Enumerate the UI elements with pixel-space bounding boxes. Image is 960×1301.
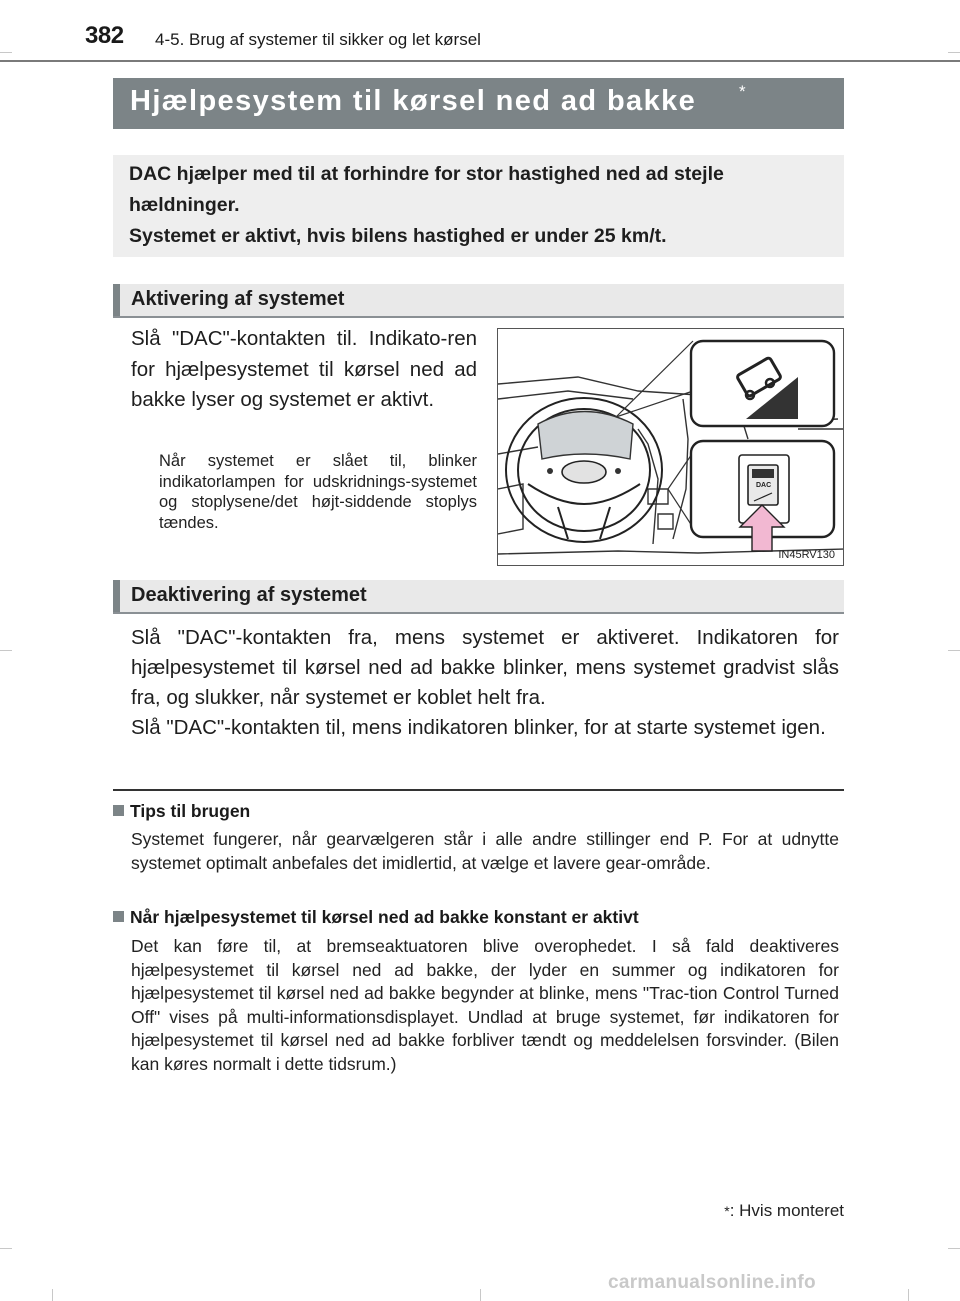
section-heading-activate-text: Aktivering af systemet (131, 288, 345, 310)
deactivate-paragraph-2: Slå "DAC"-kontakten til, mens indikatoren blinker, for at starte systemet igen. (131, 716, 826, 739)
watermark: carmanualsonline.info (608, 1272, 816, 1293)
chapter-title: 4-5. Brug af systemer til sikker og let kørsel (155, 30, 481, 49)
deactivate-paragraph-1: Slå "DAC"-kontakten fra, mens systemet er aktiveret. Indikatoren for hjælpesystemet til kørsel ned ad bakke blinker, mens systemet gradvist slås fra, og slukker, når systemet er koblet helt fra. (131, 626, 839, 709)
page-number: 382 (85, 22, 124, 49)
figure-code: IN45RV130 (778, 549, 835, 561)
dac-switch-label: DAC (756, 482, 772, 489)
crop-mark (948, 52, 960, 53)
section-divider (113, 789, 844, 791)
section-heading-deactivate (113, 580, 844, 614)
footnote-text: : Hvis monteret (729, 1201, 844, 1220)
page-title: Hjælpesystem til kørsel ned ad bakke (130, 85, 697, 117)
deactivate-text-block (131, 623, 839, 743)
section-heading-activate (113, 284, 844, 318)
header-rule (0, 60, 960, 62)
crop-mark (52, 1289, 53, 1301)
crop-mark (480, 1289, 481, 1301)
tip-heading-1 (113, 801, 250, 822)
tip-body-1 (131, 828, 839, 875)
intro-line-2: Systemet er aktivt, hvis bilens hastighed er under 25 km/t. (129, 225, 667, 247)
tip-body-1-text: Systemet fungerer, når gearvælgeren står i alle andre stillinger end P. For at udnytte systemet optimalt anbefales det imidlertid, at vælge et lavere gear-område. (131, 829, 839, 873)
crop-mark (0, 52, 12, 53)
page-title-bar (113, 78, 844, 129)
crop-mark (0, 650, 12, 651)
square-bullet-icon (113, 805, 124, 816)
activate-text: Slå "DAC"-kontakten til. Indikato-ren for hjælpesystemet til kørsel ned ad bakke lyser og systemet er aktivt. (131, 327, 477, 411)
crop-mark (948, 650, 960, 651)
tip-heading-2 (113, 907, 639, 928)
dashboard-illustration (497, 328, 844, 566)
square-bullet-icon (113, 911, 124, 922)
crop-mark (0, 1248, 12, 1249)
tip-heading-2-text: Når hjælpesystemet til kørsel ned ad bakke konstant er aktivt (130, 907, 639, 927)
section-heading-deactivate-text: Deaktivering af systemet (131, 584, 367, 606)
footnote (724, 1201, 844, 1221)
footnote-asterisk: * (724, 1203, 730, 1219)
crop-mark (908, 1289, 909, 1301)
title-asterisk: * (739, 82, 746, 101)
tip-body-2-text: Det kan føre til, at bremseaktuatoren blive overophedet. I så fald deaktiveres hjælpesystemet til kørsel ned ad bakke, der lyder en summer og indikatoren for hjælpesystemet til kørsel ned ad bakke begynder at blinke, mens "Trac-tion Control Turned Off" vises på multi-informationsdisplayet. Undlad at bruge systemet, før indikatoren for hjælpesystemet til kørsel ned ad bakke forbliver tændt og meddelelsen forsvinder. (Bilen kan køres normalt i dette tidsrum.) (131, 936, 839, 1074)
steering-wheel-dac-switch-drawing (498, 329, 844, 566)
tip-body-2 (131, 935, 839, 1076)
intro-line-1: DAC hjælper med til at forhindre for stor hastighed ned ad stejle hældninger. (129, 163, 724, 216)
intro-box (113, 155, 844, 257)
activate-instruction (131, 324, 477, 416)
crop-mark (948, 1248, 960, 1249)
tip-heading-1-text: Tips til brugen (130, 801, 251, 821)
activate-note: Når systemet er slået til, blinker indikatorlampen for udskridnings-systemet og stoplysene/det højt-siddende stoplys tændes. (159, 452, 477, 532)
